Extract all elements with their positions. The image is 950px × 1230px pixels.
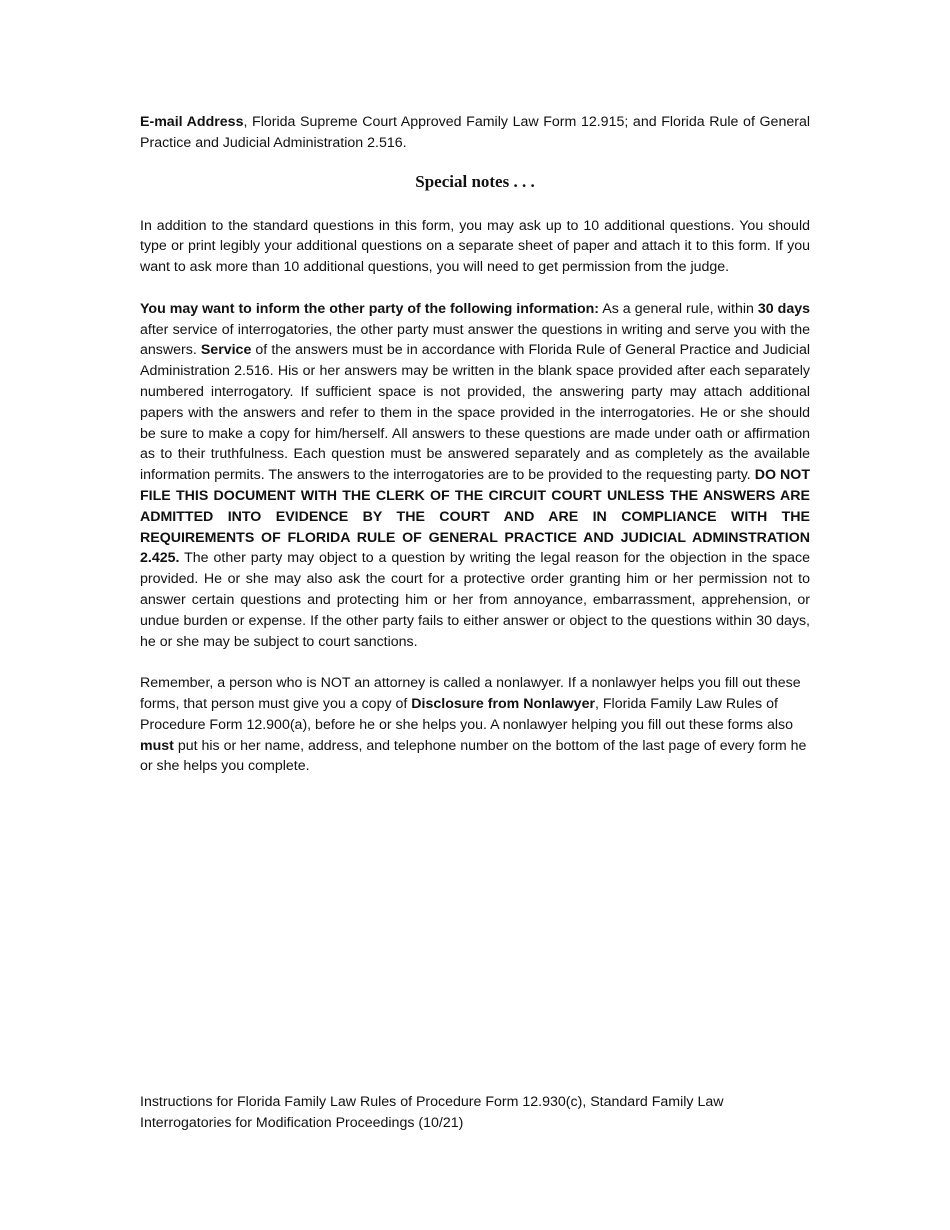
page-footer — [140, 1092, 810, 1134]
nonlawyer-paragraph — [140, 673, 810, 777]
footer-line-2: Interrogatories for Modification Proceedings (10/21) — [140, 1114, 464, 1131]
service-bold: Service — [200, 342, 252, 359]
special-notes-heading: Special notes . . . — [415, 171, 535, 191]
nonlawyer-text-1: Remember, a person who is NOT an attorney is called a nonlawyer. If a nonlawyer helps you fill out these forms, that person must give you a copy of — [140, 675, 801, 712]
email-address-bold: E-mail Address — [140, 114, 244, 130]
inform-text-2: after service of interrogatories, the other party must answer the questions in writing and serve you with the answers. — [140, 321, 810, 359]
inform-heading: You may want to inform the other party of the following information: — [140, 300, 600, 317]
must-bold: must — [140, 737, 174, 754]
additional-questions-paragraph: In addition to the standard questions in this form, you may ask up to 10 additional questions. You should type or print legibly your additional questions on a separate sheet of paper and attach it to this form. If you want to ask more than 10 additional questions, you will need to get permission from the judge. — [140, 217, 810, 276]
inform-text-4: The other party may object to a question by writing the legal reason for the objection in the space provided. He or she may also ask the court for a protective order granting him or her permission not to answer certain questions and protecting him or her from annoyance, embarrassment, apprehension, or undue burden or expense. If the other party fails to either answer or object to the questions within 30 days, he or she may be subject to court sanctions. — [140, 550, 810, 650]
nonlawyer-text-3: put his or her name, address, and telephone number on the bottom of the last page of every form he or she helps you complete. — [140, 737, 807, 775]
disclosure-bold: Disclosure from Nonlawyer — [411, 695, 595, 712]
inform-text-1: As a general rule, within — [599, 300, 758, 317]
intro-paragraph — [140, 112, 810, 154]
intro-text: , Florida Supreme Court Approved Family Law Form 12.915; and Florida Rule of General Practice and Judicial Administration 2.516. — [140, 114, 810, 151]
page-content — [140, 112, 810, 777]
inform-other-party-paragraph — [140, 299, 810, 653]
thirty-days-bold: 30 days — [757, 300, 811, 317]
inform-text-3: of the answers must be in accordance with Florida Rule of General Practice and Judicial Administration 2.516. His or her answers may be written in the blank space provided after each separately numbered interrogatory. If sufficient space is not provided, the answering party may attach additional papers with the answers and refer to them in the space provided in the interrogatories. He or she should be sure to make a copy for him/herself. All answers to these questions are made under oath or affirmation as to their truthfulness. Each question must be answered separately and as completely as the available information permits. The answers to the interrogatories are to be provided to the requesting party. — [140, 342, 810, 484]
footer-line-1: Instructions for Florida Family Law Rules of Procedure Form 12.930(c), Standard Family Law — [140, 1094, 724, 1110]
do-not-file-warning: DO NOT FILE THIS DOCUMENT WITH THE CLERK OF THE CIRCUIT COURT UNLESS THE ANSWERS ARE ADMITTED INTO EVIDENCE BY THE COURT AND ARE IN COMPLIANCE WITH THE REQUIREMENTS OF FLORIDA RULE OF GENERAL PRACTICE AND JUDICIAL ADMINSTRATION 2.425. — [140, 467, 810, 567]
nonlawyer-text-2: , Florida Family Law Rules of Procedure Form 12.900(a), before he or she helps you. A nonlawyer helping you fill out these forms also — [140, 695, 793, 733]
